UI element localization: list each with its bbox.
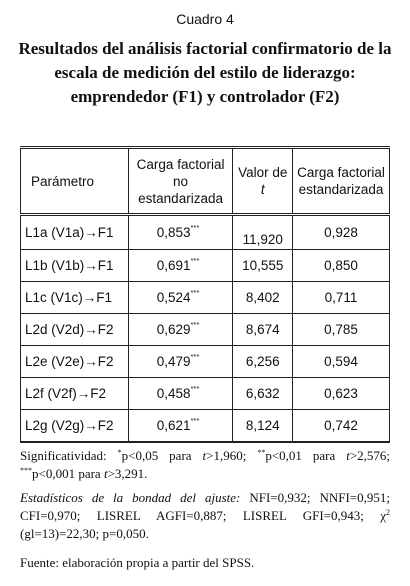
sig2-mark: ** — [257, 448, 266, 457]
significance-mark: *** — [190, 416, 200, 425]
cell-parametro: L1c (V1c)→F1 — [21, 282, 129, 314]
table-row — [21, 215, 390, 250]
cell-carga-estandarizada: 0,928 — [293, 215, 390, 250]
sig3-text: p<0,001 para — [32, 466, 104, 481]
cell-parametro: L1a (V1a)→F1 — [21, 215, 129, 250]
factor-analysis-table — [20, 146, 390, 443]
sig3-mark: *** — [20, 466, 32, 475]
sig2-val: >2,576; — [349, 448, 391, 463]
cell-carga-no-estandarizada — [128, 378, 233, 410]
carga-value: 0,629 — [156, 322, 191, 337]
header-valor-t-label: Valor de — [238, 165, 288, 180]
header-parametro: Parámetro — [21, 148, 129, 215]
cell-parametro: L2d (V2d)→F2 — [21, 314, 129, 346]
cell-carga-estandarizada: 0,711 — [293, 282, 390, 314]
header-valor-t-var: t — [260, 182, 265, 197]
table-row — [21, 346, 390, 378]
cell-parametro: L2e (V2e)→F2 — [21, 346, 129, 378]
significance-mark: *** — [190, 223, 200, 232]
sig2-text: p<0,01 para — [265, 448, 347, 463]
cell-parametro: L2f (V2f)→F2 — [21, 378, 129, 410]
cell-carga-no-estandarizada — [128, 410, 233, 443]
cell-valor-t: 6,256 — [233, 346, 293, 378]
cell-carga-no-estandarizada — [128, 314, 233, 346]
cell-valor-t: 11,920 — [233, 215, 293, 250]
fit-text: NFI=0,932; NNFI=0,951; CFI=0,970; LISREL AGFI=0,887; LISREL GFI=0,943; χ — [20, 490, 390, 523]
carga-value: 0,524 — [156, 290, 191, 305]
table-row — [21, 282, 390, 314]
cell-carga-no-estandarizada — [128, 250, 233, 282]
carga-value: 0,621 — [156, 418, 191, 433]
significance-label: Significatividad: — [20, 448, 118, 463]
table-body — [21, 215, 390, 443]
table-row — [21, 378, 390, 410]
cell-parametro: L1b (V1b)→F1 — [21, 250, 129, 282]
cell-parametro: L2g (V2g)→F2 — [21, 410, 129, 443]
cell-valor-t: 8,674 — [233, 314, 293, 346]
header-valor-t — [233, 148, 293, 215]
significance-mark: *** — [190, 320, 200, 329]
table-row — [21, 314, 390, 346]
carga-value: 0,853 — [156, 225, 191, 240]
sig1-val: >1,960; — [206, 448, 258, 463]
carga-value: 0,479 — [156, 354, 191, 369]
header-carga-estandarizada: Carga factorial estandarizada — [293, 148, 390, 215]
cell-carga-no-estandarizada — [128, 282, 233, 314]
significance-mark: *** — [190, 352, 200, 361]
sig2-var: t — [346, 448, 350, 463]
cell-valor-t: 8,124 — [233, 410, 293, 443]
significance-note — [20, 447, 390, 483]
table-row — [21, 250, 390, 282]
fit-text-2: (gl=13)=22,30; p=0,050. — [20, 526, 149, 541]
table-header-row — [21, 148, 390, 215]
table-row — [21, 410, 390, 443]
significance-mark: *** — [190, 288, 200, 297]
table-caption: Cuadro 4 — [176, 11, 234, 27]
sig1-text: p<0,05 para — [121, 448, 203, 463]
fit-sup: 2 — [386, 508, 390, 517]
carga-value: 0,691 — [156, 258, 191, 273]
cell-carga-estandarizada: 0,594 — [293, 346, 390, 378]
cell-carga-estandarizada: 0,742 — [293, 410, 390, 443]
significance-mark: *** — [190, 384, 200, 393]
header-carga-no-estandarizada: Carga factorial no estandarizada — [128, 148, 233, 215]
carga-value: 0,458 — [156, 386, 191, 401]
sig1-mark: * — [117, 448, 122, 457]
cell-carga-estandarizada: 0,785 — [293, 314, 390, 346]
cell-valor-t: 10,555 — [233, 250, 293, 282]
significance-mark: *** — [190, 256, 200, 265]
sig1-var: t — [202, 448, 207, 463]
table-title: Resultados del análisis factorial confirmatorio de la escala de medición del estilo de liderazgo: emprendedor (F1) y controlador (F2) — [18, 39, 392, 106]
fit-statistics-note — [20, 489, 390, 543]
cell-carga-no-estandarizada — [128, 346, 233, 378]
source-note: Fuente: elaboración propia a partir del SPSS. — [20, 555, 255, 570]
cell-carga-estandarizada: 0,623 — [293, 378, 390, 410]
fit-label: Estadísticos de la bondad del ajuste: — [20, 490, 241, 505]
cell-carga-no-estandarizada — [128, 215, 233, 250]
cell-valor-t: 6,632 — [233, 378, 293, 410]
cell-carga-estandarizada: 0,850 — [293, 250, 390, 282]
sig3-var: t — [103, 466, 108, 481]
sig3-val: >3,291. — [107, 466, 148, 481]
cell-valor-t: 8,402 — [233, 282, 293, 314]
